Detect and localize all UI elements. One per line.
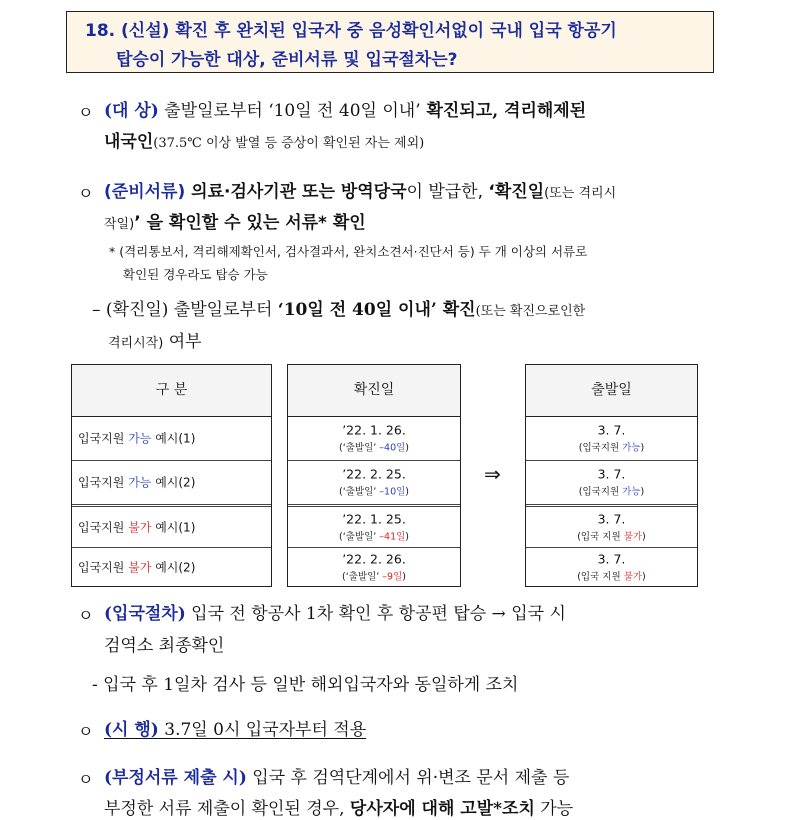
docs-note-1: * (격리통보서, 격리해제확인서, 검사결과서, 완치소견서·진단서 등) 두 개 이상의 서류로 [109, 244, 588, 259]
docs-text-1b: 이 발급한, [406, 182, 489, 202]
row-label: 입국지원 가능 예시(2) [78, 475, 196, 490]
fraud-text-2-end: 가능 [534, 799, 574, 819]
fraud-text-2-bold: 당사자에 대해 고발*조치 [349, 799, 535, 819]
fraud-text-1: 입국 후 검역단계에서 위·변조 문서 제출 등 [246, 768, 570, 788]
docs-line-2 [104, 208, 366, 233]
docs-text-1-small: (또는 격리시 [544, 186, 617, 201]
target-line-2 [104, 127, 424, 152]
enforce-line [104, 715, 366, 740]
procedure-line-2: 검역소 최종확인 [104, 636, 225, 656]
docs-sub-2-text: 여부 [163, 332, 202, 352]
target-label: (대 상) [104, 101, 159, 121]
docs-text-2: ’ 을 확인할 수 있는 서류* 확인 [134, 213, 366, 233]
question-line-1: 18. (신설) 확진 후 완치된 입국자 중 음성확인서없이 국내 입국 항공기 [85, 21, 617, 41]
target-text-2-bold: 내국인 [104, 132, 154, 152]
docs-text-1: 의료·검사기관 또는 방역당국 [185, 182, 407, 202]
table-row: 3. 7. (입국지원 가능) [526, 460, 697, 507]
row-label: 입국지원 불가 예시(2) [78, 560, 196, 575]
docs-sub-bold: ‘10일 전 40일 이내’ 확진 [277, 300, 476, 320]
bullet-docs: ㅇ [78, 184, 94, 203]
table-row [72, 460, 271, 507]
docs-sub-2-small: 격리시작) [108, 336, 164, 351]
row-label: 입국지원 불가 예시(1) [78, 520, 196, 534]
docs-sub-label: (확진일) [105, 300, 169, 320]
fraud-line-1 [104, 763, 569, 788]
bullet-enforce: ㅇ [78, 722, 94, 741]
table-row: 3. 7. (입국지원 가능) [526, 416, 697, 461]
table-row: ’22. 2. 26. (‘출발일’ –9일) [342, 551, 406, 583]
row-label: 입국지원 가능 예시(1) [78, 431, 196, 446]
docs-text-1c: ‘확진일 [488, 182, 545, 202]
header-confirm-date: 확진일 [288, 365, 460, 417]
procedure-text-1: 입국 전 항공사 1차 확인 후 항공편 탑승 → 입국 시 [185, 604, 566, 624]
table-row: ’22. 2. 25. (‘출발일’ –10일) [288, 460, 460, 507]
question-line-2: 탑승이 가능한 대상, 준비서류 및 입국절차는? [116, 50, 458, 70]
procedure-label: (입국절차) [104, 604, 186, 624]
header-category: 구 분 [72, 365, 271, 417]
target-text-1-bold: 확진되고, 격리해제된 [420, 101, 587, 121]
arrow-right-icon: ⇒ [484, 462, 501, 486]
docs-sub-line-2 [108, 327, 202, 352]
docs-sub-text: 출발일로부터 [168, 300, 278, 320]
table-row [72, 416, 271, 461]
docs-sub-line-1 [92, 295, 585, 320]
table-confirm-date [287, 364, 461, 587]
procedure-sub: - 입국 후 1일차 검사 등 일반 해외입국자와 동일하게 조치 [92, 675, 519, 695]
docs-note-2: 확인된 경우라도 탑승 가능 [123, 267, 268, 282]
target-text-1: 출발일로부터 ‘10일 전 40일 이내’ [158, 101, 421, 121]
bullet-fraud: ㅇ [78, 770, 94, 789]
table-row: 3. 7. (입국 지원 불가) [526, 506, 697, 548]
enforce-text: 3.7일 0시 입국자부터 적용 [158, 720, 367, 740]
docs-text-2-small: 작일) [104, 217, 135, 232]
fraud-text-2: 부정한 서류 제출이 확인된 경우, [104, 799, 350, 819]
table-row: ’22. 1. 25. (‘출발일’ –41일) [288, 506, 460, 548]
fraud-line-2 [104, 794, 573, 819]
procedure-line-1 [104, 599, 566, 624]
bullet-target: ㅇ [78, 103, 94, 122]
target-text-2-small: (37.5℃ 이상 발열 등 증상이 확인된 자는 제외) [153, 136, 425, 151]
table-row [72, 547, 271, 587]
docs-line-1 [104, 177, 616, 202]
docs-sub-small: (또는 확진으로인한 [475, 304, 586, 319]
target-line-1 [104, 96, 586, 121]
table-departure-date [525, 364, 698, 587]
header-departure-date: 출발일 [526, 365, 697, 417]
table-row [72, 506, 271, 548]
table-row: ’22. 1. 26. (‘출발일’ –40일) [288, 416, 460, 461]
question-box [66, 11, 714, 73]
docs-sub-dash: – [92, 300, 101, 320]
fraud-label: (부정서류 제출 시) [104, 768, 247, 788]
table-category [71, 364, 272, 587]
bullet-procedure: ㅇ [78, 606, 94, 625]
docs-label: (준비서류) [104, 182, 186, 202]
table-row: 3. 7. (입국 지원 불가) [577, 551, 646, 583]
enforce-label: (시 행) [104, 720, 159, 740]
